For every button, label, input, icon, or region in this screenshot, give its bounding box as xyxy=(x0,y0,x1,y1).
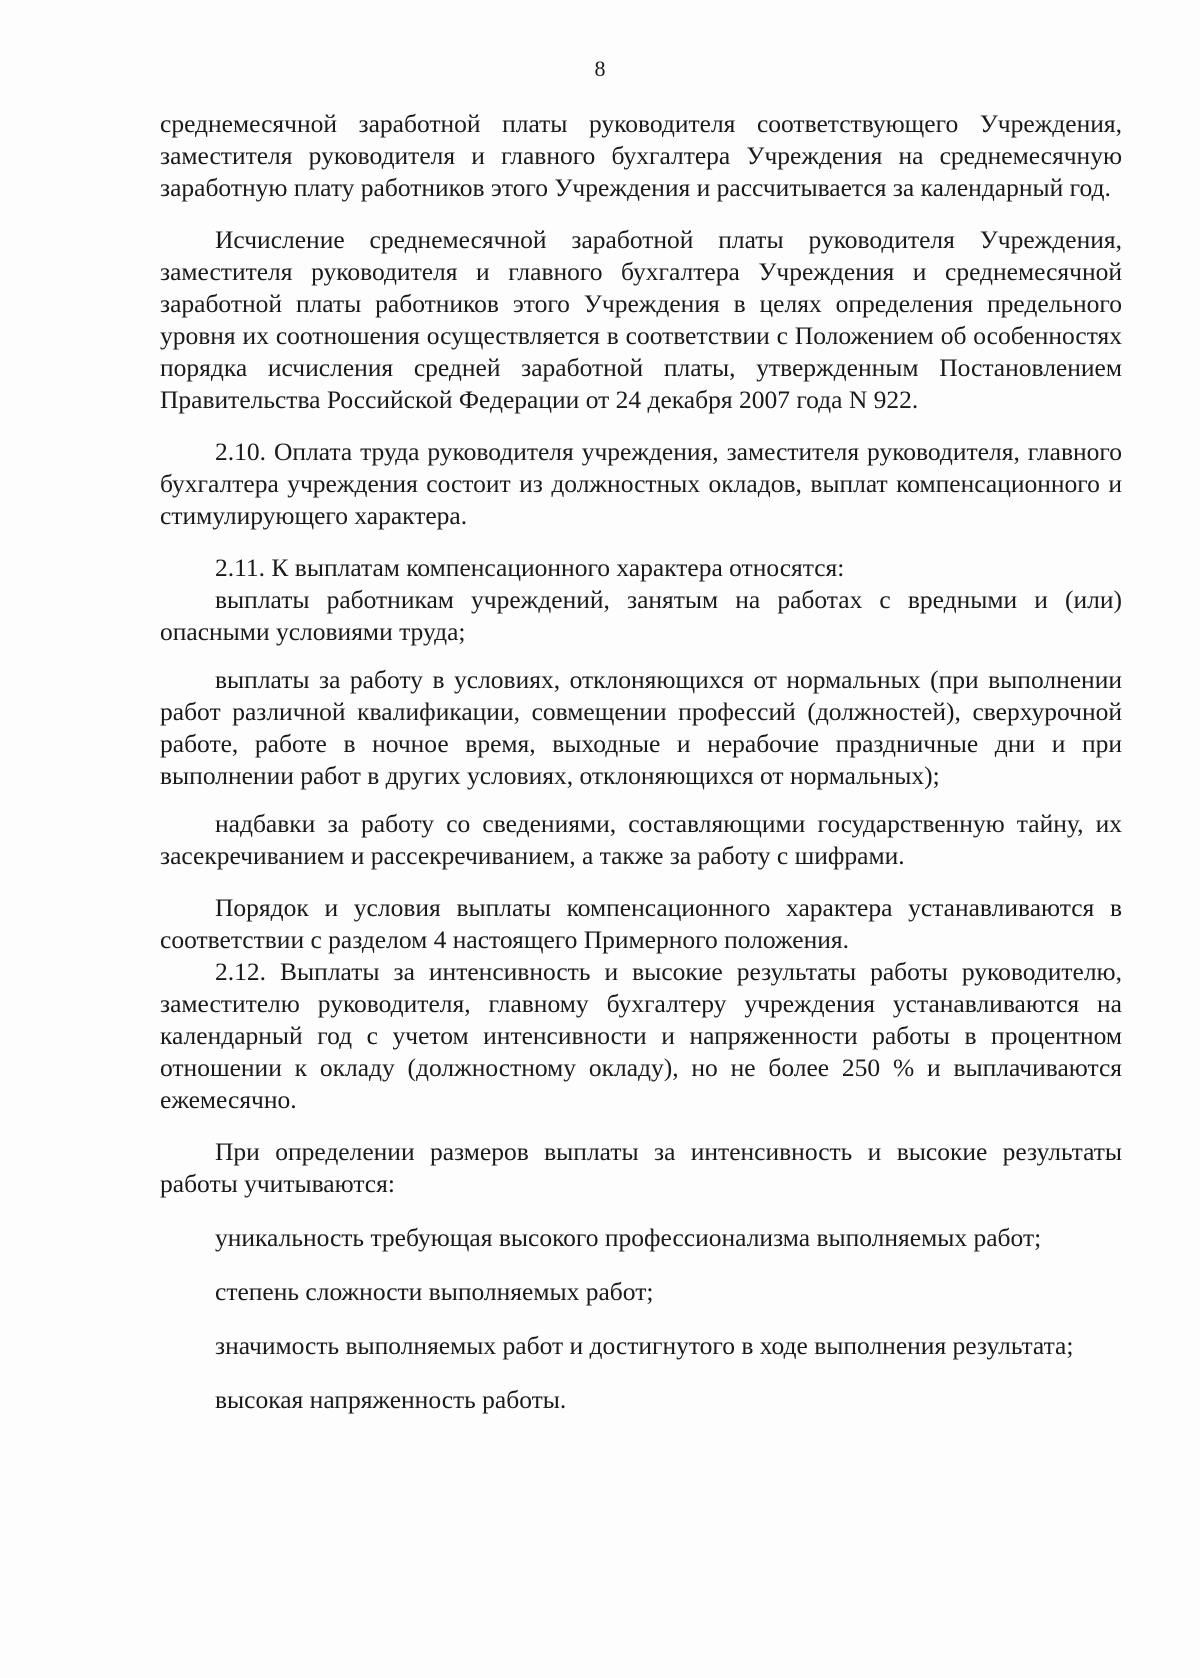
paragraph: При определении размеров выплаты за интенсивность и высокие результаты работы учитываются: xyxy=(160,1137,1122,1198)
paragraph: значимость выполняемых работ и достигнутого в ходе выполнения результата; xyxy=(215,1331,1074,1360)
document-body xyxy=(160,108,1122,1416)
paragraph: 2.10. Оплата труда руководителя учреждения, заместителя руководителя, главного бухгалтера учреждения состоит из должностных окладов, выплат компенсационного и стимулирующего характера. xyxy=(160,437,1122,530)
paragraph: Порядок и условия выплаты компенсационного характера устанавливаются в соответствии с разделом 4 настоящего Примерного положения. xyxy=(160,893,1122,954)
paragraph: выплаты работникам учреждений, занятым на работах с вредными и (или) опасными условиями труда; xyxy=(160,585,1122,646)
paragraph: надбавки за работу со сведениями, составляющими государственную тайну, их засекречиванием и рассекречиванием, а также за работу с шифрами. xyxy=(160,809,1122,870)
paragraph: Исчисление среднемесячной заработной платы руководителя Учреждения, заместителя руководителя и главного бухгалтера Учреждения и среднемесячной заработной платы работников этого Учреждения в целях определения предельного уровня их соотношения осуществляется в соответствии с Положением об особенностях порядка исчисления средней заработной платы, утвержденным Постановлением Правительства Российской Федерации от 24 декабря 2007 года N 922. xyxy=(160,225,1122,414)
paragraph: 2.11. К выплатам компенсационного характера относятся: xyxy=(215,553,845,582)
paragraph: среднемесячной заработной платы руководителя соответствующего Учреждения, заместителя руководителя и главного бухгалтера Учреждения на среднемесячную заработную плату работников этого Учреждения и рассчитывается за календарный год. xyxy=(160,109,1122,202)
paragraph: выплаты за работу в условиях, отклоняющихся от нормальных (при выполнении работ различной квалификации, совмещении профессий (должностей), сверхурочной работе, работе в ночное время, выходные и нерабочие праздничные дни и при выполнении работ в других условиях, отклоняющихся от нормальных); xyxy=(160,665,1122,790)
page-number: 8 xyxy=(594,56,606,81)
paragraph: 2.12. Выплаты за интенсивность и высокие результаты работы руководителю, заместителю руководителя, главному бухгалтеру учреждения устанавливаются на календарный год с учетом интенсивности и напряженности работы в процентном отношении к окладу (должностному окладу), но не более 250 % и выплачиваются ежемесячно. xyxy=(160,957,1122,1114)
paragraph: степень сложности выполняемых работ; xyxy=(215,1277,654,1306)
paragraph: уникальность требующая высокого профессионализма выполняемых работ; xyxy=(215,1223,1042,1252)
paragraph: высокая напряженность работы. xyxy=(215,1385,567,1414)
